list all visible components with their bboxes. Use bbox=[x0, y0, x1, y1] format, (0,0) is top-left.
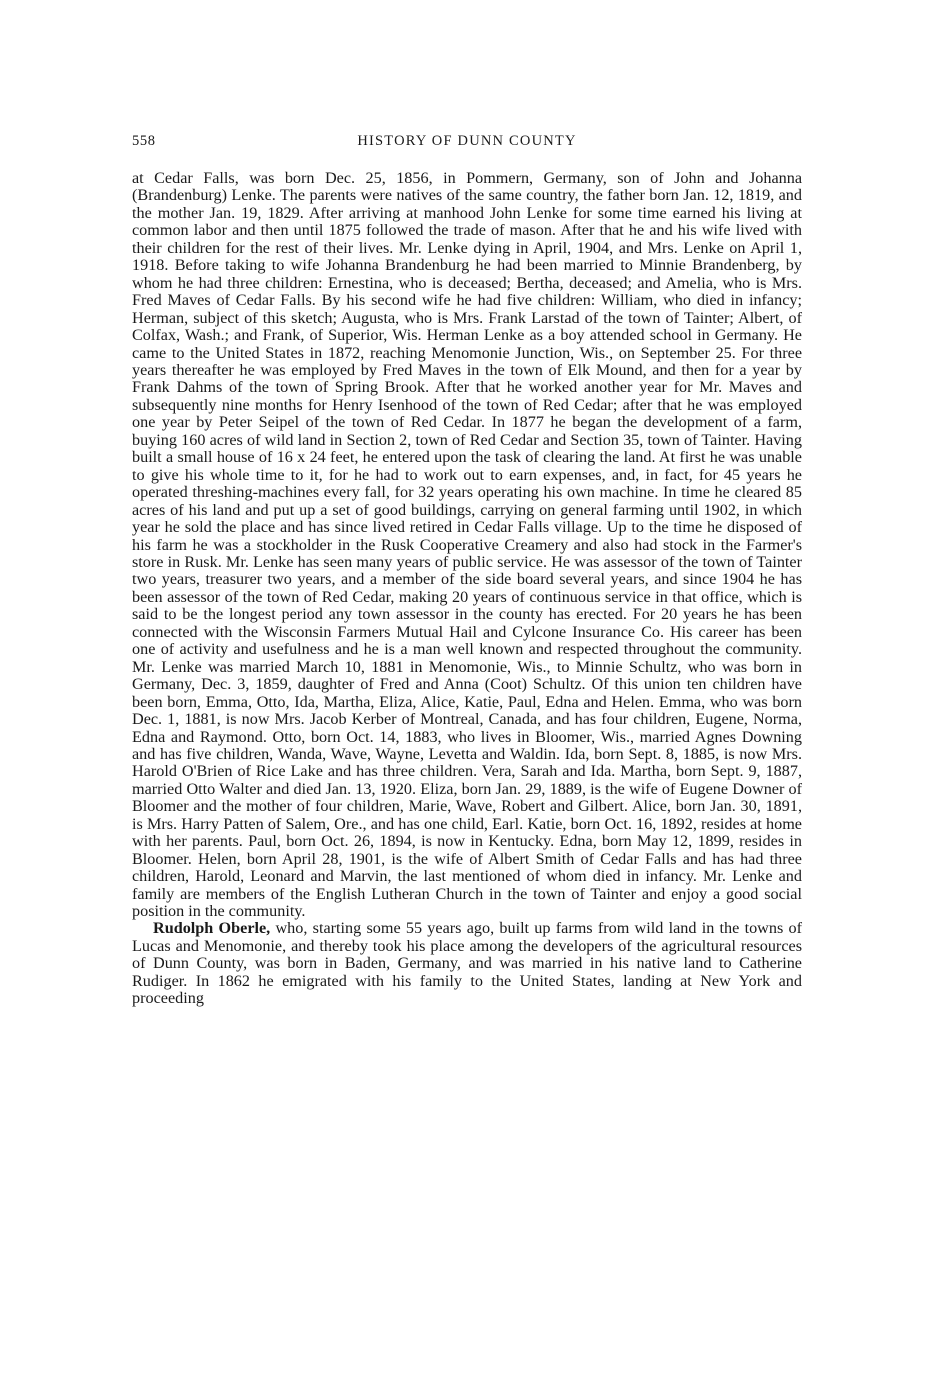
paragraph-lenke-biography: at Cedar Falls, was born Dec. 25, 1856, in Pommern, Germany, son of John and Johanna (Brandenburg) Lenke. The parents were natives of the same country, the father born Jan. 12, 1819, and the mother Jan. 19, 1829. After arriving at manhood John Lenke for some time earned his living at common labor and then until 1875 followed the trade of mason. After that he and his wife lived with their children for the rest of their lives. Mr. Lenke dying in April, 1904, and Mrs. Lenke on April 1, 1918. Before taking to wife Johanna Brandenburg he had been married to Minnie Brandenberg, by whom he had three children: Ernestina, who is deceased; Bertha, deceased; and Amelia, who is Mrs. Fred Maves of Cedar Falls. By his second wife he had five children: William, who died in infancy; Herman, subject of this sketch; Augusta, who is Mrs. Frank Larstad of the town of Tainter; Albert, of Colfax, Wash.; and Frank, of Superior, Wis. Herman Lenke as a boy attended school in Germany. He came to the United States in 1872, reaching Menomonie Junction, Wis., on September 25. For three years thereafter he was employed by Fred Maves in the town of Elk Mound, and then for a year by Frank Dahms of the town of Spring Brook. After that he worked another year for Mr. Maves and subsequently nine months for Henry Isenhood of the town of Red Cedar; after that he was employed one year by Peter Seipel of the town of Red Cedar. In 1877 he began the development of a farm, buying 160 acres of wild land in Section 2, town of Red Cedar and Section 35, town of Tainter. Having built a small house of 16 x 24 feet, he entered upon the task of clearing the land. At first he was unable to give his whole time to it, for he had to work out to earn expenses, and, in fact, for 45 years he operated threshing-machines every fall, for 32 years operating his own machine. In time he cleared 85 acres of his land and put up a set of good buildings, carrying on general farming until 1902, in which year he sold the place and has since lived retired in Cedar Falls village. Up to the time he disposed of his farm he was a stockholder in the Rusk Cooperative Creamery and also had stock in the Farmer's store in Rusk. Mr. Lenke has seen many years of public service. He was assessor of the town of Tainter two years, treasurer two years, and a member of the side board several years, and since 1904 he has been assessor of the town of Red Cedar, making 20 years of continuous service in that office, which is said to be the longest period any town assessor in the county has erected. For 20 years he has been connected with the Wisconsin Farmers Mutual Hail and Cylcone Insurance Co. His career has been one of activity and usefulness and he is a man well known and respected throughout the community. Mr. Lenke was married March 10, 1881 in Menomonie, Wis., to Minnie Schultz, who was born in Germany, Dec. 3, 1859, daughter of Fred and Anna (Coot) Schultz. Of this union ten children have been born, Emma, Otto, Ida, Martha, Eliza, Alice, Katie, Paul, Edna and Helen. Emma, who was born Dec. 1, 1881, is now Mrs. Jacob Kerber of Montreal, Canada, and has four children, Eugene, Norma, Edna and Raymond. Otto, born Oct. 14, 1883, who lives in Bloomer, Wis., married Agnes Downing and has five children, Wanda, Wave, Wayne, Levetta and Waldin. Ida, born Sept. 8, 1885, is now Mrs. Harold O'Brien of Rice Lake and has three children. Vera, Sarah and Ida. Martha, born Sept. 9, 1887, married Otto Walter and died Jan. 13, 1920. Eliza, born Jan. 29, 1889, is the wife of Eugene Downer of Bloomer and the mother of four children, Marie, Wave, Robert and Gilbert. Alice, born Jan. 30, 1891, is Mrs. Harry Patten of Salem, Ore., and has one child, Earl. Katie, born Oct. 16, 1892, resides at home with her parents. Paul, born Oct. 26, 1894, is now in Kentucky. Edna, born May 12, 1899, resides in Bloomer. Helen, born April 28, 1901, is the wife of Albert Smith of Cedar Falls and has had three children, Harold, Leonard and Marvin, the last mentioned of whom died in infancy. Mr. Lenke and family are members of the English Lutheran Church in the town of Tainter and enjoy a good social position in the community. bbox=[132, 169, 802, 921]
page-title: HISTORY OF DUNN COUNTY bbox=[357, 133, 577, 149]
body-text bbox=[132, 170, 802, 1008]
paragraph-oberle-biography bbox=[132, 920, 802, 1007]
subject-name: Rudolph Oberle, bbox=[153, 919, 271, 938]
page-number: 558 bbox=[132, 133, 156, 149]
running-head bbox=[132, 133, 802, 153]
paragraph-text: who, starting some 55 years ago, built up farms from wild land in the towns of Lucas and Menomonie, and thereby took his place among the developers of the agricultural resources of Dunn County, was born in Baden, Germany, and was married in his native land to Catherine Rudiger. In 1862 he emigrated with his family to the United States, landing at New York and proceeding bbox=[132, 919, 802, 1008]
